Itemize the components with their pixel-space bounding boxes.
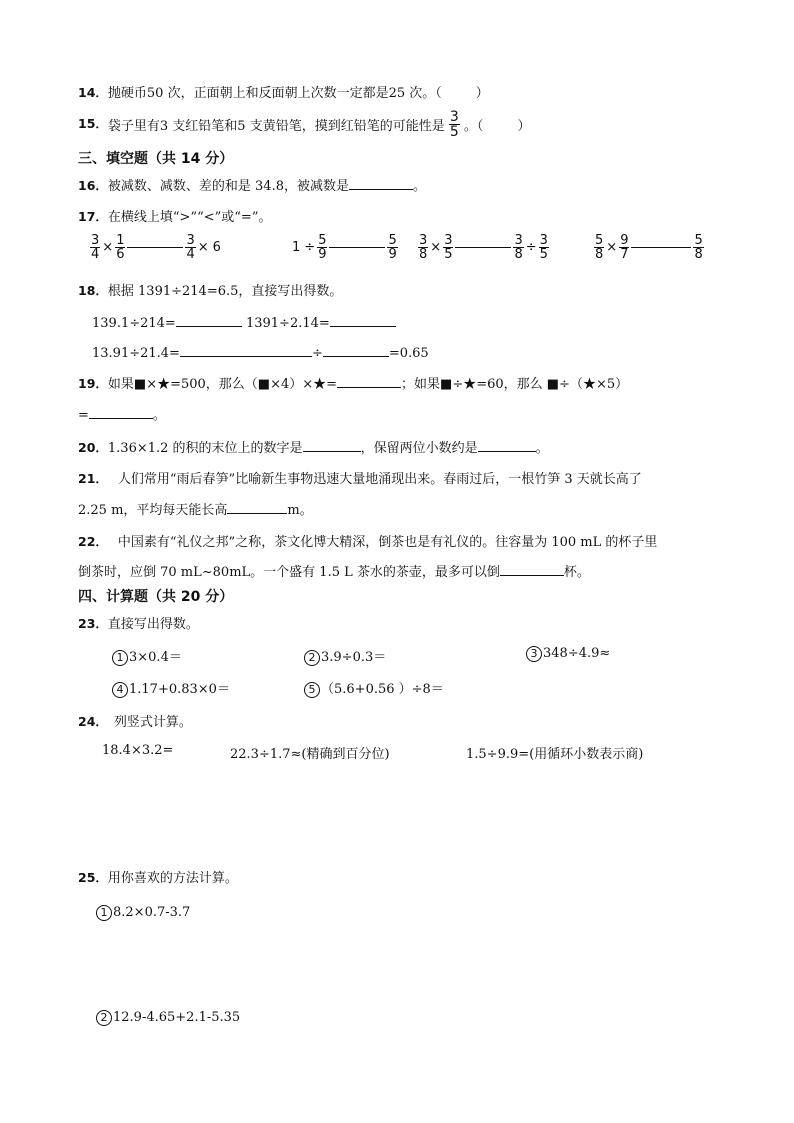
q24-item-3: 1.5÷9.9=(用循环小数表示商) [466, 747, 644, 762]
question-14 [78, 82, 489, 101]
answer-blank[interactable] [349, 176, 413, 190]
q23-item-4 [112, 678, 230, 698]
compare-item-2: 1 ÷ $\frac{5}{9}$ $\frac{5}{9}$ [292, 233, 397, 262]
compare-item-1: $\frac{3}{4}$ × $\frac{1}{6}$ $\frac{3}{4}$ × 6 [91, 233, 221, 262]
question-22-cont [78, 561, 590, 580]
question-number: 15． [78, 116, 108, 131]
question-number: 23． [78, 616, 108, 631]
q23-item-3 [526, 646, 610, 662]
question-text: = [78, 408, 89, 423]
q18-line-1 [92, 313, 396, 331]
question-text: 抛硬币50 次，正面朝上和反面朝上次数一定都是25 次。（ [107, 86, 442, 101]
question-20 [78, 437, 549, 456]
expr: 3.9÷0.3＝ [321, 650, 387, 665]
circled-number: 3 [526, 646, 542, 662]
question-number: 19． [78, 376, 108, 391]
q24-item-2: 22.3÷1.7≈(精确到百分位) [230, 747, 390, 762]
question-text: 1.36×1.2 的积的末位上的数字是 [107, 441, 303, 456]
question-number: 21． [78, 471, 108, 486]
expr: 1.17+0.83×0＝ [129, 682, 230, 697]
question-19 [78, 373, 628, 392]
fraction: $\frac{3}{5}$ [444, 233, 453, 262]
compare-item-3: $\frac{3}{8}$ × $\frac{3}{5}$ $\frac{3}{8}$ ÷ $\frac{3}{5}$ [419, 233, 548, 262]
question-16 [78, 175, 426, 194]
question-tail: m。 [287, 503, 313, 518]
q18-line-2 [92, 343, 429, 361]
question-number: 22． [78, 534, 108, 549]
expr: 3×0.4＝ [129, 650, 182, 665]
question-number: 25． [78, 870, 108, 885]
answer-blank[interactable] [330, 313, 396, 327]
question-number: 14． [78, 85, 108, 100]
question-18 [78, 280, 342, 299]
close-paren: ） [517, 119, 531, 134]
fraction: $\frac{5}{8}$ [694, 233, 703, 262]
circled-number: 1 [112, 650, 128, 666]
expr: =0.65 [388, 346, 429, 361]
q23-item-1 [112, 646, 182, 666]
question-text: ，保留两位小数约是 [360, 441, 478, 456]
answer-blank[interactable] [500, 562, 564, 576]
question-number: 18． [78, 283, 108, 298]
question-number: 20． [78, 440, 108, 455]
question-15 [78, 110, 530, 139]
circled-number: 2 [96, 1010, 112, 1026]
fraction: $\frac{3}{5}$ [539, 233, 548, 262]
question-text: 在横线上填“>”“<”或“=”。 [107, 210, 272, 225]
answer-blank[interactable] [89, 405, 153, 419]
expr: 8.2×0.7-3.7 [113, 905, 191, 920]
question-number: 24． [78, 714, 108, 729]
question-text: 袋子里有3 支红铅笔和5 支黄铅笔，摸到红铅笔的可能性是 [107, 119, 445, 134]
question-17 [78, 206, 271, 225]
question-25 [78, 867, 238, 886]
compare-item-4: $\frac{5}{8}$ × $\frac{9}{7}$ $\frac{5}{8}$ [595, 233, 703, 262]
question-19-cont [78, 404, 166, 423]
question-tail: 。 [152, 408, 166, 423]
fraction: $\frac{3}{4}$ [186, 233, 195, 262]
q23-item-5 [304, 678, 444, 698]
fraction: $\frac{3}{4}$ [91, 233, 100, 262]
question-text: 直接写出得数。 [107, 617, 199, 632]
expr: 12.9-4.65+2.1-5.35 [113, 1010, 241, 1025]
fraction: $\frac{3}{5}$ [449, 109, 459, 140]
question-23 [78, 613, 199, 632]
question-21 [78, 468, 642, 487]
question-tail: 。（ [463, 119, 484, 134]
expr: 13.91÷21.4= [92, 346, 180, 361]
fraction: $\frac{9}{7}$ [620, 233, 629, 262]
answer-blank[interactable] [176, 313, 242, 327]
question-tail: 。 [535, 441, 549, 456]
question-text: 2.25 m，平均每天能长高 [78, 503, 228, 518]
circled-number: 5 [304, 682, 320, 698]
section-title-fill-blank: 三、填空题（共 14 分） [78, 151, 234, 167]
close-paren: ） [475, 86, 489, 101]
compare-blank[interactable] [127, 247, 183, 248]
expr: 348÷4.9≈ [543, 646, 611, 661]
fraction: $\frac{1}{6}$ [116, 233, 125, 262]
answer-blank[interactable] [478, 438, 536, 452]
question-text: 如果■×★=500，那么（■×4）×★= [107, 377, 338, 392]
circled-number: 4 [112, 682, 128, 698]
q25-item-2 [96, 1010, 240, 1026]
circled-number: 2 [304, 650, 320, 666]
expr: （5.6+0.56 ）÷8＝ [321, 682, 444, 697]
answer-blank[interactable] [180, 343, 312, 357]
question-tail: 杯。 [563, 565, 590, 580]
q23-item-2 [304, 646, 386, 666]
q25-item-1 [96, 905, 190, 921]
expr: ÷ [311, 346, 323, 361]
question-text: 被减数、减数、差的和是 34.8，被减数是 [107, 179, 349, 194]
q24-item-1: 18.4×3.2= [102, 743, 174, 758]
circled-number: 1 [96, 905, 112, 921]
answer-blank[interactable] [303, 438, 361, 452]
question-21-cont [78, 499, 313, 518]
question-tail: 。 [412, 179, 426, 194]
question-text: 倒茶时，应倒 70 mL~80mL。一个盛有 1.5 L 茶水的茶壶，最多可以倒 [78, 565, 500, 580]
compare-blank[interactable] [631, 247, 691, 248]
fraction: $\frac{3}{8}$ [419, 233, 428, 262]
question-text: 中国素有“礼仪之邦”之称，茶文化博大精深，倒茶也是有礼仪的。往容量为 100 mL 的杯子里 [117, 535, 658, 550]
section-title-calculation: 四、计算题（共 20 分） [78, 589, 234, 605]
question-24 [78, 711, 192, 730]
fraction: $\frac{5}{8}$ [595, 233, 604, 262]
expr: 139.1÷214= [92, 316, 176, 331]
compare-blank[interactable] [455, 247, 511, 248]
fraction: $\frac{5}{9}$ [388, 233, 397, 262]
question-22 [78, 531, 657, 550]
question-text: 列竖式计算。 [113, 715, 192, 730]
answer-blank[interactable] [337, 374, 401, 388]
question-text: 人们常用“雨后春笋”比喻新生事物迅速大量地涌现出来。春雨过后，一根竹笋 3 天就长高了 [117, 472, 642, 487]
answer-blank[interactable] [323, 343, 389, 357]
question-number: 16． [78, 178, 108, 193]
fraction: $\frac{5}{9}$ [318, 233, 327, 262]
question-number: 17． [78, 209, 108, 224]
question-text: 根据 1391÷214=6.5，直接写出得数。 [107, 284, 343, 299]
question-text: 用你喜欢的方法计算。 [107, 871, 238, 886]
fraction: $\frac{3}{8}$ [514, 233, 523, 262]
expr: 1391÷2.14= [245, 316, 330, 331]
answer-blank[interactable] [227, 500, 287, 514]
compare-blank[interactable] [329, 247, 385, 248]
question-text: ；如果■÷★=60，那么 ■÷（★×5） [401, 377, 629, 392]
